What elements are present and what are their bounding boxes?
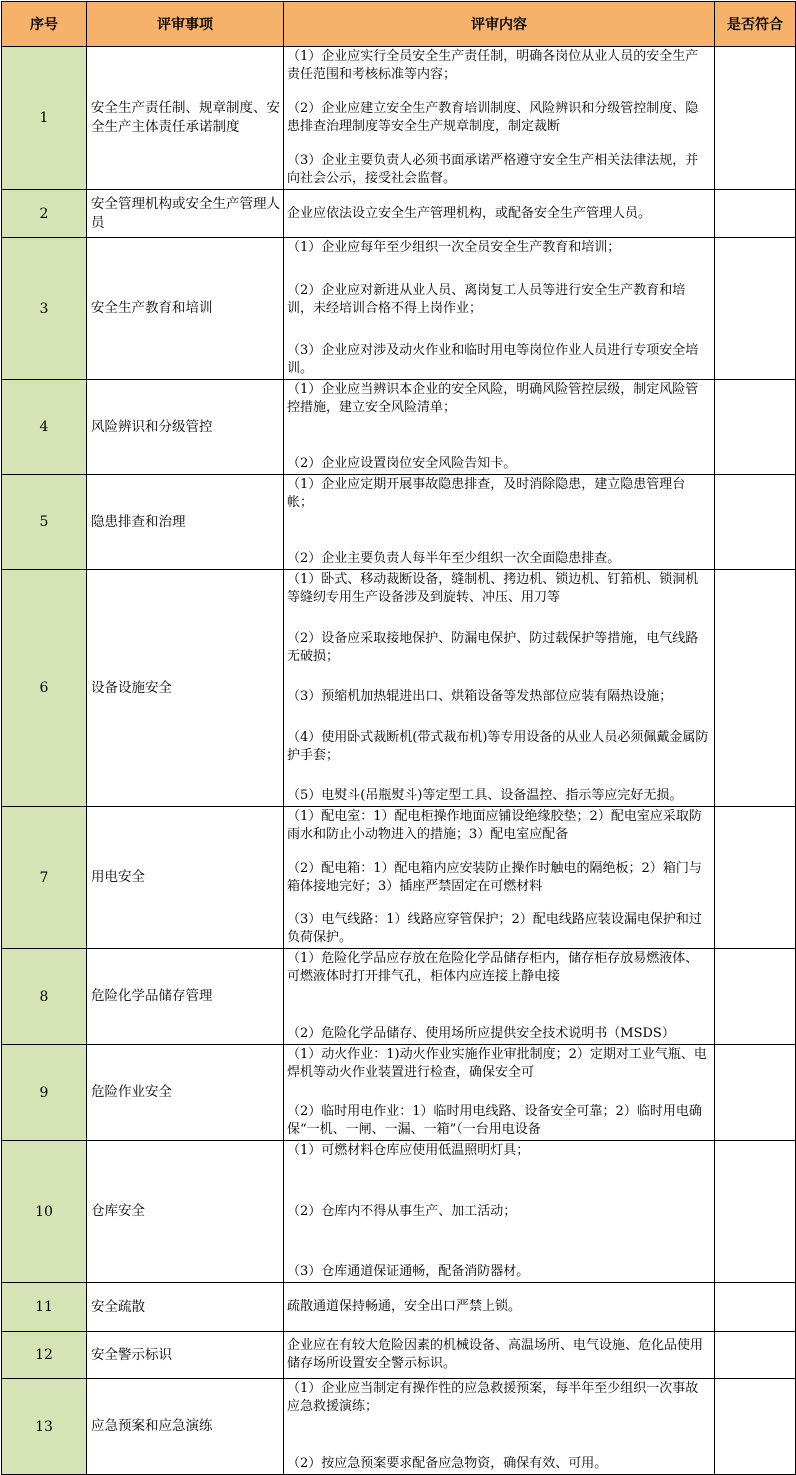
table-row	[2, 949, 796, 1045]
review-content	[284, 1283, 715, 1332]
content-wrapper	[284, 380, 714, 474]
review-item: 风险辨识和分级管控	[87, 380, 284, 475]
review-content	[284, 1379, 715, 1475]
conform-cell[interactable]	[715, 380, 796, 475]
content-wrapper	[284, 807, 714, 948]
content-wrapper	[284, 190, 714, 237]
review-item: 用电安全	[87, 807, 284, 949]
review-item: 安全管理机构或安全生产管理人员	[87, 190, 284, 238]
header-no: 序号	[2, 2, 87, 47]
content-wrapper	[284, 1283, 714, 1331]
review-content	[284, 190, 715, 238]
table-row	[2, 380, 796, 475]
header-conform: 是否符合	[715, 2, 796, 47]
conform-cell[interactable]	[715, 1379, 796, 1475]
review-item: 应急预案和应急演练	[87, 1379, 284, 1475]
table-body	[2, 47, 796, 1475]
content-paragraph: 企业应依法设立安全生产管理机构，或配备安全生产管理人员。	[287, 205, 652, 221]
review-item: 安全生产责任制、规章制度、安全生产主体责任承诺制度	[87, 47, 284, 190]
content-paragraph: （2）按应急预案要求配备应急物资，确保有效、可用。	[287, 1456, 608, 1471]
table-row	[2, 1332, 796, 1379]
table-row	[2, 47, 796, 190]
content-paragraph: （1）企业应当辨识本企业的安全风险，明确风险管控层级，制定风险管控措施，建立安全风险清单；	[287, 382, 699, 415]
conform-cell[interactable]	[715, 1045, 796, 1141]
conform-cell[interactable]	[715, 807, 796, 949]
review-item: 安全生产教育和培训	[87, 238, 284, 380]
review-content	[284, 380, 715, 475]
conform-cell[interactable]	[715, 47, 796, 190]
table-row	[2, 190, 796, 238]
conform-cell[interactable]	[715, 1141, 796, 1283]
review-content	[284, 807, 715, 949]
review-item: 设备设施安全	[87, 570, 284, 807]
review-content	[284, 570, 715, 807]
content-paragraph: （3）企业主要负责人必须书面承诺严格遵守安全生产相关法律法规，并向社会公示，接受社会监督。	[287, 153, 699, 186]
content-wrapper	[284, 949, 714, 1044]
review-content	[284, 1141, 715, 1283]
table-row	[2, 1141, 796, 1283]
review-content	[284, 1045, 715, 1141]
conform-cell[interactable]	[715, 949, 796, 1045]
content-paragraph: （2）设备应采取接地保护、防漏电保护、防过载保护等措施，电气线路无破损；	[287, 630, 699, 664]
review-item: 隐患排查和治理	[87, 475, 284, 570]
review-item: 安全疏散	[87, 1283, 284, 1332]
content-paragraph: （2）企业应建立安全生产教育培训制度、风险辨识和分级管控制度、隐患排查治理制度等安全生产规章制度，制定裁断	[287, 101, 699, 134]
review-content	[284, 1332, 715, 1379]
content-paragraph: （2）临时用电作业：1）临时用电线路、设备安全可靠；2）临时用电确保“一机、一闸、一漏、一箱”（一台用电设备	[287, 1104, 702, 1137]
row-number: 4	[2, 380, 87, 475]
conform-cell[interactable]	[715, 475, 796, 570]
content-wrapper	[284, 238, 714, 379]
content-paragraph: （2）仓库内不得从事生产、加工活动；	[287, 1203, 517, 1219]
row-number: 6	[2, 570, 87, 807]
content-paragraph: （1）可燃材料仓库应使用低温照明灯具；	[287, 1143, 530, 1158]
content-wrapper	[284, 475, 714, 569]
content-wrapper	[284, 47, 714, 189]
content-wrapper	[284, 1379, 714, 1474]
table-row	[2, 238, 796, 380]
row-number: 12	[2, 1332, 87, 1379]
content-paragraph: （2）企业应对新进从业人员、离岗复工人员等进行安全生产教育和培训，未经培训合格不得上岗作业；	[287, 282, 686, 316]
conform-cell[interactable]	[715, 1332, 796, 1379]
row-number: 10	[2, 1141, 87, 1283]
content-paragraph: （3）电气线路：1）线路应穿管保护；2）配电线路应装设漏电保护和过负荷保护。	[287, 912, 702, 945]
content-paragraph: （1）企业应实行全员安全生产责任制，明确各岗位从业人员的安全生产责任范围和考核标准等内容；	[287, 49, 699, 82]
table-row	[2, 570, 796, 807]
row-number: 11	[2, 1283, 87, 1332]
content-paragraph: （2）危险化学品储存、使用场所应提供安全技术说明书（MSDS）	[287, 1026, 675, 1041]
table-row	[2, 475, 796, 570]
row-number: 13	[2, 1379, 87, 1475]
content-paragraph: 疏散通道保持畅通，安全出口严禁上锁。	[287, 1299, 522, 1314]
content-paragraph: （3）预缩机加热辊进出口、烘箱设备等发热部位应装有隔热设施；	[287, 689, 673, 704]
content-paragraph: （2）配电箱：1）配电箱内应安装防止操作时触电的隔绝板；2）箱门与箱体接地完好；3）插座严禁固定在可燃材料	[287, 860, 702, 894]
review-content	[284, 949, 715, 1045]
conform-cell[interactable]	[715, 190, 796, 238]
review-content	[284, 238, 715, 380]
header-item: 评审事项	[87, 2, 284, 47]
conform-cell[interactable]	[715, 570, 796, 807]
table-row	[2, 807, 796, 949]
row-number: 1	[2, 47, 87, 190]
content-paragraph: （1）配电室：1）配电柜操作地面应铺设绝缘胶垫；2）配电室应采取防雨水和防止小动物进入的措施；3）配电室应配备	[287, 809, 702, 842]
row-number: 2	[2, 190, 87, 238]
content-paragraph: （3）企业应对涉及动火作业和临时用电等岗位作业人员进行专项安全培训。	[287, 343, 699, 376]
content-paragraph: （5）电熨斗(吊瓶熨斗)等定型工具、设备温控、指示等应完好无损。	[287, 788, 683, 803]
table-row	[2, 1283, 796, 1332]
row-number: 9	[2, 1045, 87, 1141]
content-paragraph: （2）企业应设置岗位安全风险告知卡。	[287, 456, 517, 471]
row-number: 8	[2, 949, 87, 1045]
header-row	[2, 2, 796, 47]
content-wrapper	[284, 1045, 714, 1140]
review-content	[284, 47, 715, 190]
review-item: 危险化学品储存管理	[87, 949, 284, 1045]
row-number: 7	[2, 807, 87, 949]
conform-cell[interactable]	[715, 238, 796, 380]
header-content: 评审内容	[284, 2, 715, 47]
content-paragraph: （1）企业应当制定有操作性的应急救援预案，每半年至少组织一次事故应急救援演练；	[287, 1381, 699, 1414]
content-paragraph: 企业应在有较大危险因素的机械设备、高温场所、电气设施、危化品使用储存场所设置安全警示标识。	[287, 1338, 704, 1371]
review-content	[284, 475, 715, 570]
table-row	[2, 1379, 796, 1475]
content-paragraph: （3）仓库通道保证通畅，配备消防器材。	[287, 1264, 530, 1279]
content-paragraph: （1）企业应定期开展事故隐患排查，及时消除隐患，建立隐患管理台帐；	[287, 477, 686, 510]
row-number: 3	[2, 238, 87, 380]
row-number: 5	[2, 475, 87, 570]
content-paragraph: （1）企业应每年至少组织一次全员安全生产教育和培训；	[287, 240, 621, 255]
content-paragraph: （1）危险化学品应存放在危险化学品储存柜内，储存柜存放易燃液体、可燃液体时打开排气孔，柜体内应连接上静电接	[287, 951, 699, 984]
content-paragraph: （2）企业主要负责人每半年至少组织一次全面隐患排查。	[287, 551, 621, 566]
content-paragraph: （1）卧式、移动裁断设备，缝制机、拷边机、锁边机、钉筘机、锁洞机等缝纫专用生产设备涉及到旋转、冲压、用刀等	[287, 572, 699, 605]
review-item: 安全警示标识	[87, 1332, 284, 1379]
content-wrapper	[284, 1332, 714, 1378]
content-paragraph: （4）使用卧式裁断机(带式裁布机)等专用设备的从业人员必须佩戴金属防护手套；	[287, 729, 709, 763]
table-row	[2, 1045, 796, 1141]
content-paragraph: （1）动火作业：1)动火作业实施作业审批制度；2）定期对工业气瓶、电焊机等动火作业装置进行检查，确保安全可	[287, 1047, 707, 1080]
content-wrapper	[284, 1141, 714, 1282]
review-table	[1, 1, 796, 1475]
review-item: 仓库安全	[87, 1141, 284, 1283]
review-item: 危险作业安全	[87, 1045, 284, 1141]
content-wrapper	[284, 570, 714, 806]
conform-cell[interactable]	[715, 1283, 796, 1332]
